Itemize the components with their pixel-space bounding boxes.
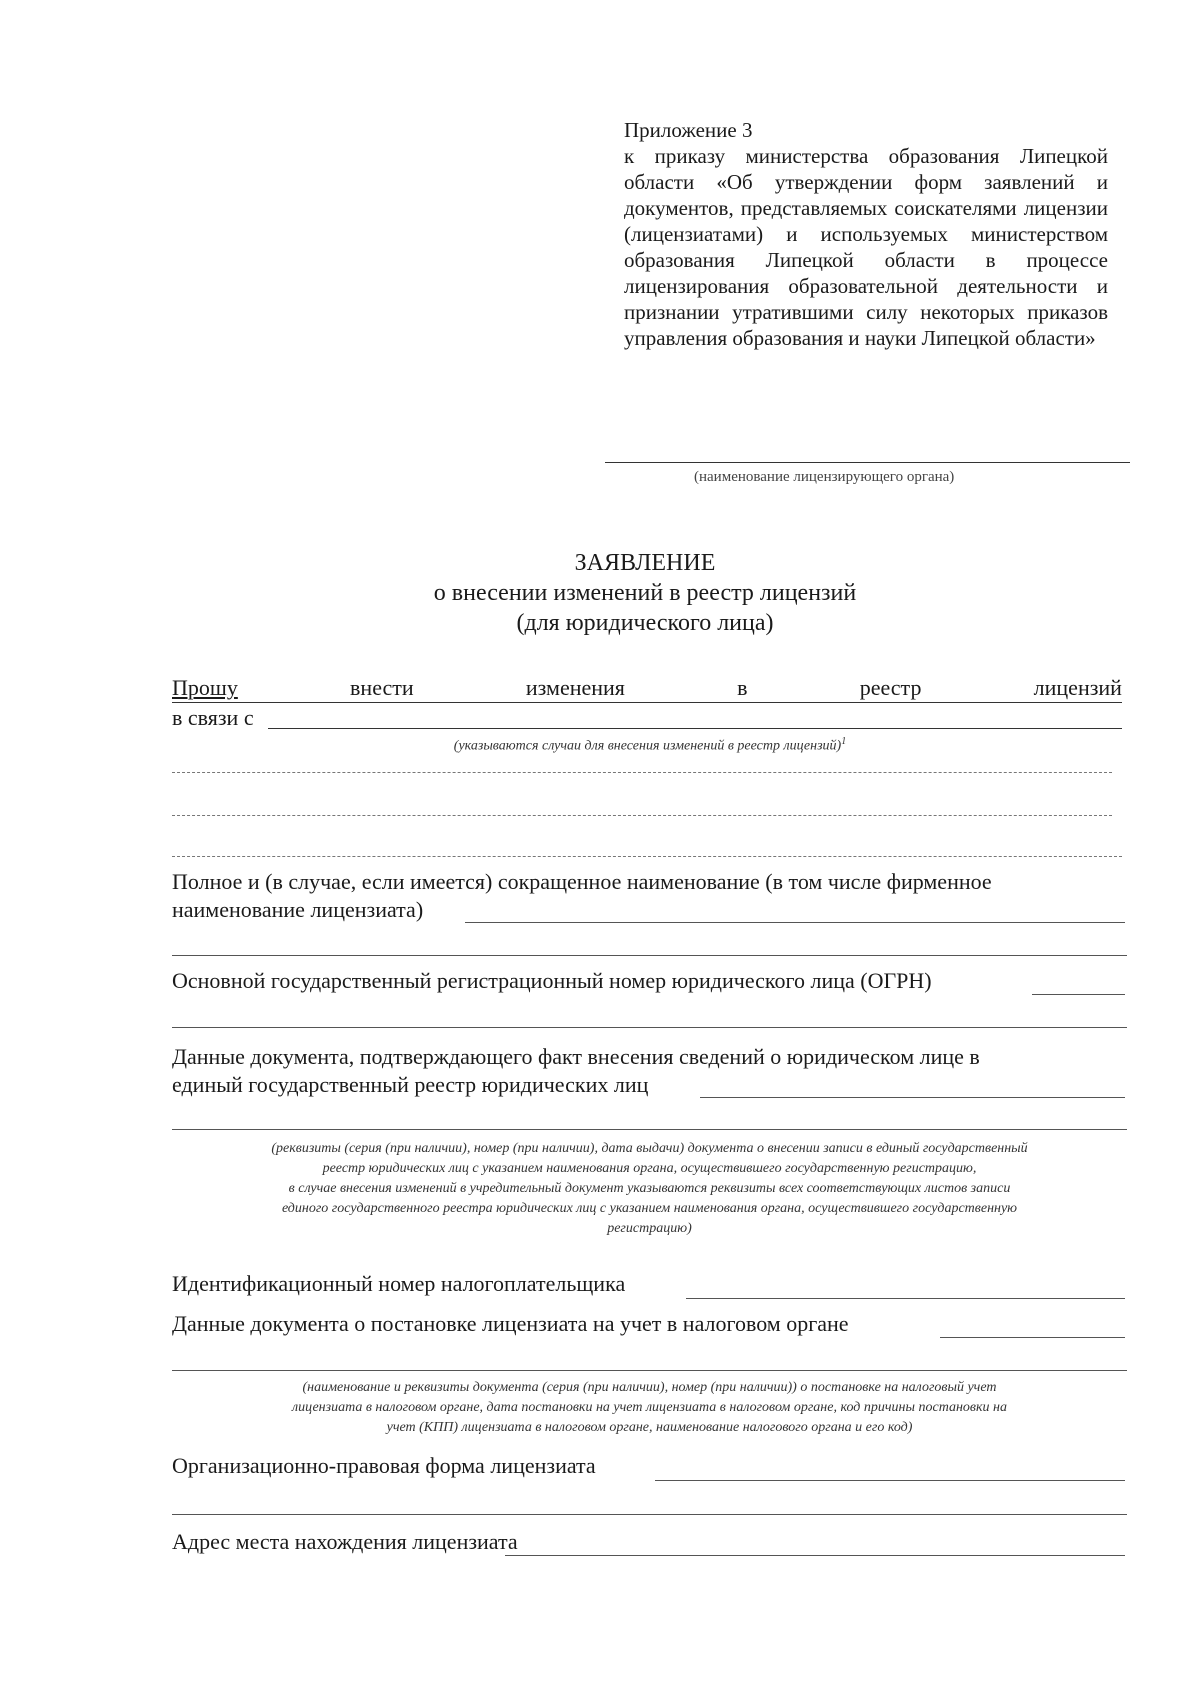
document-subtitle: о внесении изменений в реестр лицензий xyxy=(433,580,857,606)
request-underline xyxy=(172,702,1122,703)
request-word: изменения xyxy=(525,675,625,700)
ogrn-label: Основной государственный регистрационный номер юридического лица (ОГРН) xyxy=(172,968,932,993)
inn-input-line[interactable] xyxy=(686,1298,1125,1299)
egrul-input-line-2[interactable] xyxy=(172,1129,1127,1130)
full-name-input-line[interactable] xyxy=(465,922,1125,923)
ogrn-input-line[interactable] xyxy=(1032,994,1125,995)
ogrn-input-line-2[interactable] xyxy=(172,1027,1127,1028)
licensing-body-caption: (наименование лицензирующего органа) xyxy=(694,469,955,485)
egrul-input-line[interactable] xyxy=(700,1097,1125,1098)
reason-line-3[interactable] xyxy=(172,815,1112,816)
request-word: внести xyxy=(350,675,414,700)
reason-line-4[interactable] xyxy=(172,856,1122,857)
footnote-mark: 1 xyxy=(841,736,847,747)
full-name-label: Полное и (в случае, если имеется) сокращенное наименование (в том числе фирменное xyxy=(172,869,992,894)
licensing-body-line[interactable] xyxy=(605,462,1130,463)
reason-caption: (указываются случаи для внесения изменений в реестр лицензий)$^1$ xyxy=(453,736,847,754)
egrul-label-2: единый государственный реестр юридических лиц xyxy=(172,1072,649,1097)
document-title: ЗАЯВЛЕНИЕ xyxy=(574,550,716,576)
request-word: лицензий xyxy=(1033,675,1122,700)
egrul-label: Данные документа, подтверждающего факт внесения сведений о юридическом лице в xyxy=(172,1044,980,1069)
legal-form-label: Организационно-правовая форма лицензиата xyxy=(172,1453,596,1478)
address-label: Адрес места нахождения лицензиата xyxy=(172,1529,518,1554)
full-name-input-line-2[interactable] xyxy=(172,955,1127,956)
request-word: реестр xyxy=(859,675,922,700)
reason-line-2[interactable] xyxy=(172,772,1112,773)
reason-input-line[interactable] xyxy=(268,728,1122,729)
legal-form-input-line-2[interactable] xyxy=(172,1514,1127,1515)
appendix-text: к приказу министерства образования Липецкой области «Об утверждении форм заявлений и документов, представляемых соискателями лицензии (лицензиатами) и используемых министерством образования Липецкой области в процессе лицензирования образовательной деятельности и признании утратившими силу некоторых приказов управления образования и науки Липецкой области» xyxy=(624,144,1108,350)
tax-doc-label: Данные документа о постановке лицензиата на учет в налоговом органе xyxy=(172,1311,849,1336)
inn-label: Идентификационный номер налогоплательщика xyxy=(172,1271,626,1296)
request-word: Прошу xyxy=(172,675,238,700)
tax-caption: (наименование и реквизиты документа (серия (при наличии), номер (при наличии)) о постановке на налоговый учет лицензиата в налоговом органе, дата постановки на учет лицензиата в налоговом органе, код причины постановки на учет (КПП) лицензиата в налоговом органе, наименование налогового органа и его код) xyxy=(292,1380,1007,1435)
legal-form-input-line[interactable] xyxy=(655,1480,1125,1481)
tax-doc-input-line[interactable] xyxy=(940,1337,1125,1338)
egrul-caption: (реквизиты (серия (при наличии), номер (при наличии), дата выдачи) документа о внесении записи в единый государственный реестр юридических лиц с указанием наименования органа, осуществившего государственную регистрацию, в случае внесения изменений в учредительный документ указываются реквизиты всех соответствующих листов записи единого государственного реестра юридических лиц с указанием наименования органа, осуществившего государственную регистрацию) xyxy=(271,1141,1028,1236)
appendix-title: Приложение 3 xyxy=(624,118,753,142)
in-connection-label: в связи с xyxy=(172,705,254,730)
full-name-label-2: наименование лицензиата) xyxy=(172,897,424,922)
request-line xyxy=(172,674,1122,702)
document-heading xyxy=(0,548,1200,638)
appendix-block xyxy=(624,117,1108,351)
tax-doc-input-line-2[interactable] xyxy=(172,1370,1127,1371)
address-input-line[interactable] xyxy=(505,1555,1125,1556)
document-subtitle-2: (для юридического лица) xyxy=(516,610,774,636)
request-word: в xyxy=(737,675,748,700)
